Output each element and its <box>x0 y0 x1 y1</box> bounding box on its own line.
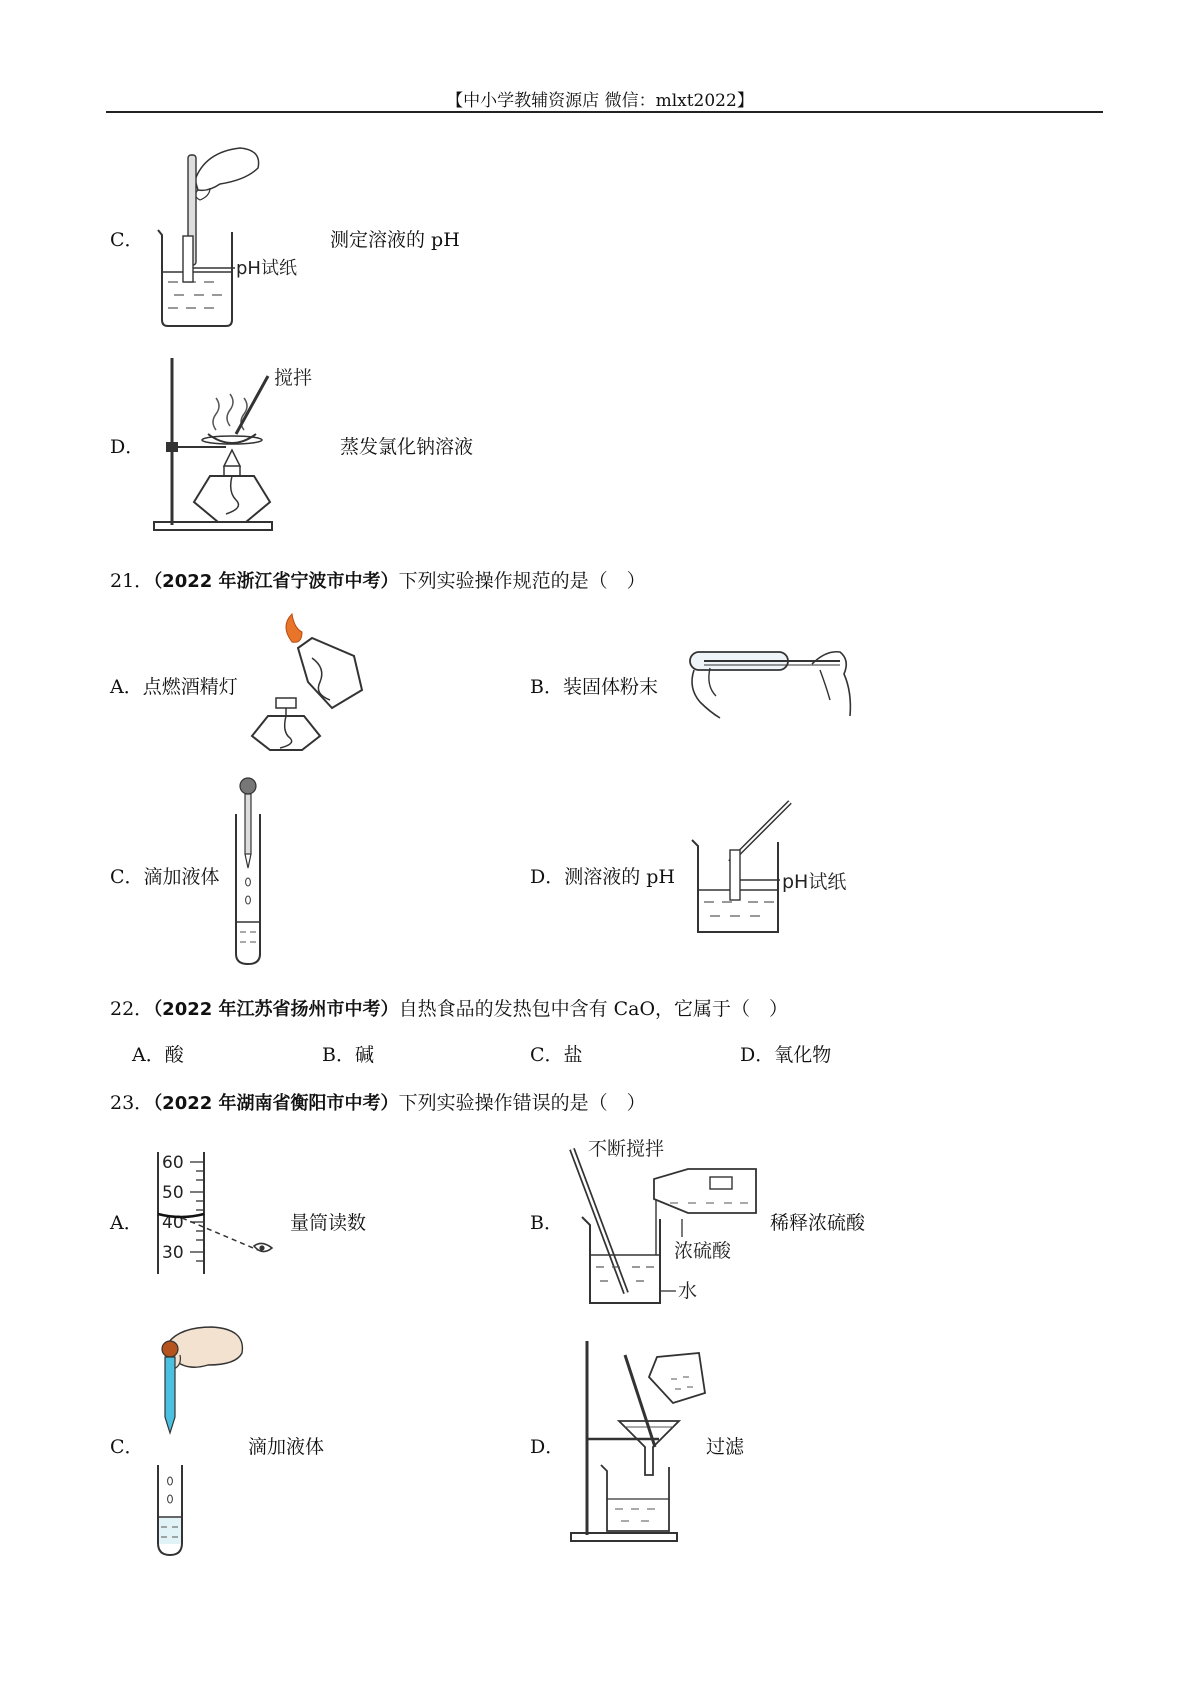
q20-option-c-text: 测定溶液的 pH <box>330 229 460 251</box>
q22-number: 22． <box>110 998 154 1020</box>
question-23 <box>110 1088 646 1115</box>
q21-option-b-letter: B． <box>530 676 563 698</box>
q23-stem: 下列实验操作错误的是（ ） <box>398 1092 646 1114</box>
q23-option-a-letter: A． <box>110 1212 143 1234</box>
q21-option-c-letter: C． <box>110 866 144 888</box>
q20-option-d-letter: D． <box>110 436 145 458</box>
q21-option-c-text: 滴加液体 <box>143 866 220 888</box>
water-label: 水 <box>678 1280 698 1302</box>
q22-option-c-letter: C． <box>530 1044 564 1066</box>
ph-test-figure-c <box>150 140 350 340</box>
q22-option-a-text: 酸 <box>164 1044 184 1066</box>
ph-test-figure-21d <box>690 800 870 940</box>
page-header: 【中小学教辅资源店 微信：mlxt2022】 <box>446 91 754 111</box>
q23-option-c-letter: C． <box>110 1436 144 1458</box>
q21-option-b <box>530 672 658 699</box>
q22-option-d <box>740 1040 831 1067</box>
dropping-liquid-figure-23c <box>150 1325 260 1557</box>
q23-option-d-letter: D． <box>530 1436 565 1458</box>
q22-source: （2022 年江苏省扬州市中考） <box>153 999 399 1020</box>
dropping-liquid-figure-21c <box>230 776 270 966</box>
q21-option-a-text: 点燃酒精灯 <box>142 676 238 698</box>
q21-number: 21． <box>110 570 154 592</box>
q21-source: （2022 年浙江省宁波市中考） <box>153 571 399 592</box>
ph-paper-label-21d: pH试纸 <box>782 871 847 893</box>
q22-option-d-letter: D． <box>740 1044 775 1066</box>
dilute-sulfuric-acid-figure <box>570 1133 770 1308</box>
q22-option-d-text: 氧化物 <box>774 1044 832 1066</box>
alcohol-lamp-figure <box>250 612 380 752</box>
tick-label-30: 30 <box>162 1243 184 1263</box>
evaporation-figure-d <box>150 350 350 535</box>
question-22 <box>110 994 788 1021</box>
q21-option-c <box>110 862 220 889</box>
q22-option-a <box>132 1040 184 1067</box>
q23-option-b-letter: B． <box>530 1212 563 1234</box>
q20-option-d-text: 蒸发氯化钠溶液 <box>340 436 474 458</box>
filtration-figure <box>565 1335 715 1545</box>
q22-option-c <box>530 1040 583 1067</box>
stir-continuously-label: 不断搅拌 <box>588 1138 665 1160</box>
tick-label-50: 50 <box>162 1183 184 1203</box>
powder-loading-figure <box>680 630 860 725</box>
q21-option-a-letter: A． <box>110 676 143 698</box>
q22-option-b-letter: B． <box>322 1044 355 1066</box>
q22-stem: 自热食品的发热包中含有 CaO，它属于（ ） <box>398 998 789 1020</box>
q22-option-c-text: 盐 <box>563 1044 583 1066</box>
q23-option-c-text: 滴加液体 <box>248 1436 325 1458</box>
ph-paper-label: pH试纸 <box>236 258 297 279</box>
q23-source: （2022 年湖南省衡阳市中考） <box>153 1093 399 1114</box>
q21-stem: 下列实验操作规范的是（ ） <box>398 570 646 592</box>
header-rule <box>106 111 1103 113</box>
tick-label-60: 60 <box>162 1153 184 1173</box>
tick-label-40: 40 <box>162 1213 184 1233</box>
q22-option-b-text: 碱 <box>354 1044 374 1066</box>
graduated-cylinder-figure <box>150 1148 290 1278</box>
q21-option-d <box>530 862 675 889</box>
conc-sulfuric-acid-label: 浓硫酸 <box>674 1240 732 1262</box>
q22-option-b <box>322 1040 374 1067</box>
question-21 <box>110 566 646 593</box>
q20-option-c-letter: C． <box>110 229 144 251</box>
q21-option-d-text: 测溶液的 pH <box>564 866 676 888</box>
q23-option-a-text: 量筒读数 <box>290 1212 367 1234</box>
q23-option-d-text: 过滤 <box>706 1436 745 1458</box>
q21-option-b-text: 装固体粉末 <box>562 676 658 698</box>
q21-option-d-letter: D． <box>530 866 565 888</box>
q23-number: 23． <box>110 1092 154 1114</box>
q23-option-b-text: 稀释浓硫酸 <box>770 1212 866 1234</box>
stir-label: 搅拌 <box>274 367 313 389</box>
q21-option-a <box>110 672 238 699</box>
q22-option-a-letter: A． <box>132 1044 165 1066</box>
